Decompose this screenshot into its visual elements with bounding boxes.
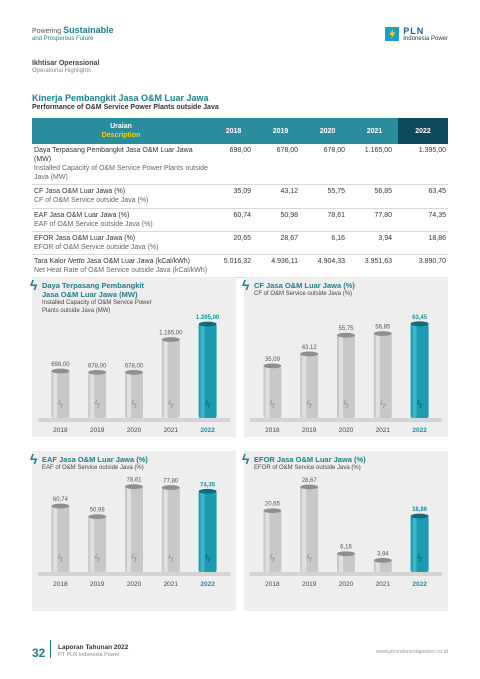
bar-cap <box>125 370 143 375</box>
data-label: 55,75 <box>338 326 354 333</box>
chart-title: EFOR Jasa O&M Luar Jawa (%) <box>254 455 366 464</box>
bolt-icon: ϟ <box>268 552 277 565</box>
header-description: Uraian Description <box>32 118 210 144</box>
chart-subtitle: EAF of O&M Service outside Java (%) <box>42 465 144 471</box>
chart-subtitle: EFOR of O&M Service outside Java (%) <box>254 465 361 471</box>
bar-cap <box>300 485 318 490</box>
category-label: 2020 <box>126 427 142 434</box>
category-label: 2019 <box>301 581 317 588</box>
bolt-icon: ϟ <box>56 552 65 565</box>
chart-bar <box>374 558 392 572</box>
bar-cap <box>51 504 69 509</box>
chart-bar <box>300 485 318 572</box>
data-label: 1.395,00 <box>195 315 220 322</box>
category-label: 2020 <box>126 581 142 588</box>
bar-cap <box>374 558 392 563</box>
row-label: EAF Jasa O&M Luar Jawa (%) EAF of O&M Service outside Java (%) <box>32 208 210 231</box>
footer-title-block <box>58 644 128 658</box>
powering-text: Powering <box>32 28 62 35</box>
bar-cap <box>199 489 217 494</box>
bar-cap <box>263 363 281 368</box>
chart-bar <box>411 321 429 418</box>
chart-bar <box>125 370 143 418</box>
chart-bar <box>162 337 180 418</box>
bar-cap <box>162 337 180 342</box>
chart-baseline <box>250 572 442 576</box>
bolt-icon: ϟ <box>130 552 138 565</box>
table-row <box>32 254 448 277</box>
data-label: 78,61 <box>126 477 142 484</box>
data-label: 77,80 <box>163 478 179 485</box>
bolt-icon: ϟ <box>203 552 212 565</box>
chart-bar <box>337 333 355 418</box>
cell-value: 698,00 <box>210 144 257 185</box>
chart-bar <box>51 369 69 418</box>
footer-title: Laporan Tahunan 2022 <box>58 644 129 651</box>
row-label: EFOR Jasa O&M Luar Jawa (%) EFOR of O&M Service outside Java (%) <box>32 231 210 254</box>
chart-bar <box>263 363 281 418</box>
category-label: 2018 <box>53 427 68 434</box>
footer-subtitle: PT PLN Indonesia Power <box>58 651 120 658</box>
cell-value: 60,74 <box>210 208 257 231</box>
header-year: 2018 <box>210 118 257 144</box>
cell-value: 678,00 <box>257 144 304 185</box>
cell-value: 1.395,00 <box>398 144 448 185</box>
performance-table <box>32 118 448 278</box>
cell-value: 28,67 <box>257 231 304 254</box>
bolt-icon: ϟ <box>93 552 101 565</box>
bolt-icon: ϟ <box>305 552 313 565</box>
bar-cap <box>411 321 429 326</box>
row-label: CF Jasa O&M Luar Jawa (%) CF of O&M Service outside Java (%) <box>32 185 210 208</box>
chart-bar <box>374 331 392 418</box>
cell-value: 56,85 <box>351 185 398 208</box>
chart-panel-cf <box>244 277 448 437</box>
chart-bar <box>199 489 217 572</box>
chart-panel-eaf <box>32 451 236 611</box>
bolt-icon: ϟ <box>415 552 424 565</box>
chart-bar <box>300 352 318 418</box>
chart-baseline <box>38 572 230 576</box>
data-label: 60,74 <box>52 497 68 504</box>
bolt-icon: ϟ <box>167 398 175 411</box>
category-label: 2018 <box>265 581 280 588</box>
category-label: 2018 <box>265 427 280 434</box>
chart-subtitle: Installed Capacity of O&M Service Power Plants outside Java (MW) <box>42 300 152 314</box>
cell-value: 77,80 <box>351 208 398 231</box>
bar-cap <box>337 333 355 338</box>
chart-bar <box>337 551 355 572</box>
category-label: 2021 <box>375 581 391 588</box>
section-heading <box>32 60 99 74</box>
title-en: Performance of O&M Service Power Plants outside Java <box>32 104 219 111</box>
title-id: Kinerja Pembangkit Jasa O&M Luar Jawa <box>32 93 209 103</box>
header-year: 2020 <box>304 118 351 144</box>
bolt-icon: ϟ <box>268 398 277 411</box>
data-label: 698,00 <box>51 362 70 369</box>
header-year: 2022 <box>398 118 448 144</box>
bar-cap <box>162 485 180 490</box>
bolt-icon: ϟ <box>30 277 38 293</box>
bar-cap <box>125 484 143 489</box>
category-label: 2020 <box>338 581 354 588</box>
cell-value: 4.904,33 <box>304 254 351 277</box>
bar-highlight <box>339 554 343 572</box>
brand-sub: Indonesia Power <box>403 36 448 42</box>
bar-cap <box>51 369 69 374</box>
chart-panel-capacity <box>32 277 236 437</box>
data-label: 74,35 <box>200 482 216 489</box>
bar-cap <box>199 322 217 327</box>
cell-value: 50,98 <box>257 208 304 231</box>
cell-value: 78,61 <box>304 208 351 231</box>
chart-bar <box>88 370 106 418</box>
table-row <box>32 144 448 185</box>
chart-title: CF Jasa O&M Luar Jawa (%) <box>254 281 355 290</box>
bolt-icon: ϟ <box>203 398 212 411</box>
data-label: 20,65 <box>264 501 280 508</box>
data-label: 678,00 <box>88 363 107 370</box>
brand-name: PLN <box>403 26 425 36</box>
category-label: 2020 <box>338 427 354 434</box>
cell-value: 4.936,11 <box>257 254 304 277</box>
bar-cap <box>263 508 281 513</box>
data-label: 3,94 <box>376 551 389 558</box>
table-row <box>32 208 448 231</box>
cell-value: 3,94 <box>351 231 398 254</box>
category-label: 2018 <box>53 581 68 588</box>
category-label: 2021 <box>163 427 179 434</box>
section-subtitle: Operational Highlights <box>32 67 92 74</box>
data-label: 35,09 <box>264 356 280 363</box>
cell-value: 43,12 <box>257 185 304 208</box>
tagline-text: and Prosperous Future <box>32 36 94 42</box>
data-label: 18,86 <box>412 507 428 514</box>
row-label: Daya Terpasang Pembangkit Jasa O&M Luar Jawa (MW) Installed Capacity of O&M Service Power Plants outside Java (MW) <box>32 144 210 185</box>
cell-value: 35,09 <box>210 185 257 208</box>
sustainable-text: Sustainable <box>63 25 114 35</box>
category-label: 2021 <box>163 581 179 588</box>
bolt-icon: ϟ <box>242 451 250 467</box>
bolt-icon: ϟ <box>305 398 313 411</box>
chart-bar <box>162 485 180 572</box>
data-label: 1.165,00 <box>159 330 183 337</box>
data-label: 6,16 <box>340 544 352 551</box>
header-year: 2021 <box>351 118 398 144</box>
bolt-icon: ϟ <box>56 398 65 411</box>
data-label: 63,45 <box>412 314 428 321</box>
data-label: 28,67 <box>301 477 317 484</box>
table-header-row <box>32 118 448 144</box>
cell-value: 5.016,32 <box>210 254 257 277</box>
bar-highlight <box>127 372 131 418</box>
cell-value: 74,35 <box>398 208 448 231</box>
cell-value: 63,45 <box>398 185 448 208</box>
cell-value: 18,86 <box>398 231 448 254</box>
cell-value: 6,16 <box>304 231 351 254</box>
section-title: Ikhtisar Operasional <box>32 60 100 67</box>
header-year: 2019 <box>257 118 304 144</box>
footer-divider <box>50 640 51 658</box>
chart-bar <box>411 514 429 572</box>
bar-cap <box>300 352 318 357</box>
chart-panel-efor <box>244 451 448 611</box>
bolt-icon: ϟ <box>342 398 350 411</box>
chart-subtitle: CF of O&M Service outside Java (%) <box>254 291 353 297</box>
data-label: 50,98 <box>89 507 105 514</box>
chart-baseline <box>38 418 230 422</box>
cf-chart <box>244 277 448 437</box>
bar-cap <box>88 514 106 519</box>
cell-value: 20,65 <box>210 231 257 254</box>
category-label: 2019 <box>301 427 317 434</box>
page-number: 32 <box>32 646 46 660</box>
cell-value: 1.165,00 <box>351 144 398 185</box>
bar-cap <box>88 370 106 375</box>
data-label: 678,00 <box>124 363 144 370</box>
cell-value: 3.890,70 <box>398 254 448 277</box>
chart-bar <box>88 514 106 572</box>
footer-url: www.plnindonesiapower.co.id <box>376 649 448 655</box>
cell-value: 3.951,63 <box>351 254 398 277</box>
chart-baseline <box>250 418 442 422</box>
pln-logo-block <box>385 26 448 42</box>
category-label: 2021 <box>375 427 391 434</box>
cell-value: 55,75 <box>304 185 351 208</box>
chart-bar <box>125 484 143 572</box>
table-row <box>32 231 448 254</box>
row-label: Tara Kalor Netto Jasa O&M Luar Jawa (kCal/kWh) Net Heat Rate of O&M Service outside Java (kCal/kWh) <box>32 254 210 277</box>
chart-title: Daya Terpasang Pembangkit Jasa O&M Luar Jawa (MW) <box>42 281 144 299</box>
bar-cap <box>374 331 392 336</box>
page-title <box>32 93 219 111</box>
header-tagline <box>32 26 114 42</box>
bolt-icon: ϟ <box>93 398 101 411</box>
category-label: 2019 <box>89 427 105 434</box>
category-label: 2022 <box>412 427 427 434</box>
category-label: 2022 <box>200 581 215 588</box>
chart-bar <box>199 322 217 418</box>
bolt-icon: ϟ <box>379 398 387 411</box>
bolt-icon: ϟ <box>130 398 138 411</box>
bolt-icon: ϟ <box>242 277 250 293</box>
data-label: 56,85 <box>375 324 391 331</box>
bolt-icon: ϟ <box>415 398 424 411</box>
category-label: 2019 <box>89 581 105 588</box>
pln-logo-icon <box>385 27 399 41</box>
category-label: 2022 <box>412 581 427 588</box>
chart-title: EAF Jasa O&M Luar Jawa (%) <box>42 455 148 464</box>
bolt-icon: ϟ <box>167 552 175 565</box>
cell-value: 678,00 <box>304 144 351 185</box>
category-label: 2022 <box>200 427 215 434</box>
data-label: 43,12 <box>301 344 317 351</box>
chart-bar <box>263 508 281 572</box>
chart-bar <box>51 504 69 572</box>
bolt-icon: ϟ <box>30 451 38 467</box>
bar-highlight <box>90 372 94 418</box>
bar-cap <box>337 551 355 556</box>
bar-cap <box>411 514 429 519</box>
table-row <box>32 185 448 208</box>
